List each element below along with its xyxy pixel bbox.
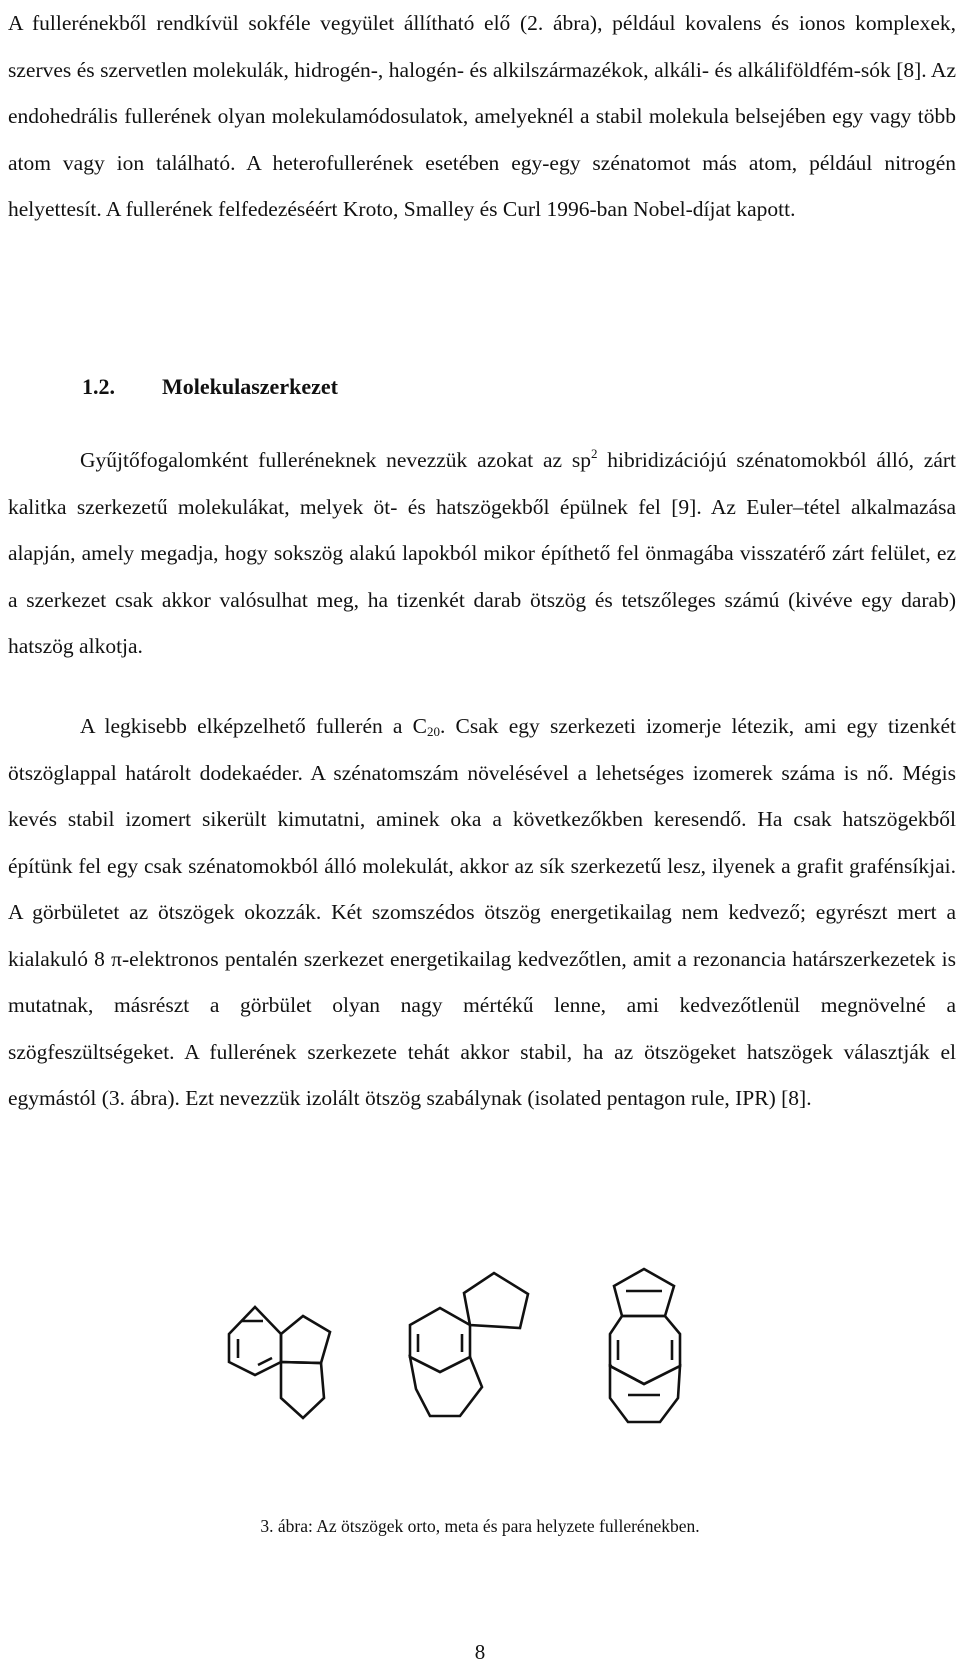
hybridization-superscript: 2: [590, 446, 598, 461]
structure-paragraph: [8, 703, 956, 1122]
structure-text-start: A legkisebb elképzelhető fullerén a C: [80, 714, 427, 738]
section-number: 1.2.: [82, 374, 115, 399]
definition-text-end: hibridizációjú szénatomokból álló, zárt kalitka szerkezetű molekulákat, melyek öt- és hatszögekből épülnek fel [9]. Az Euler–tétel alkalmazása alapján, amely megadja, hogy sokszög alakú lapokból mikor építhető fel önmagába visszatérő zárt felület, ez a szerkezet csak akkor valósulhat meg, ha tizenkét darab ötszög és tetszőleges számú (kivéve egy darab) hatszög alkotja.: [8, 448, 956, 658]
definition-paragraph: [8, 437, 956, 670]
section-title: Molekulaszerkezet: [162, 374, 338, 399]
section-heading: [82, 374, 338, 400]
pentagon-arrangement-figure: [0, 1262, 960, 1462]
c20-subscript: 20: [427, 724, 440, 739]
intro-paragraph: A fullerénekből rendkívül sokféle vegyület állítható elő (2. ábra), például kovalens és ionos komplexek, szerves és szervetlen molekulák, hidrogén-, halogén- és alkilszármazékok, alkáli- és alkáliföldfém-sók [8]. Az endohedrális fullerének olyan molekulamódosulatok, amelyeknél a stabil molekula belsejében egy vagy több atom vagy ion található. A heterofullerének esetében egy-egy szénatomot más atom, például nitrogén helyettesít. A fullerének felfedezéséért Kroto, Smalley és Curl 1996-ban Nobel-díjat kapott.: [8, 11, 956, 221]
page-number: 8: [474, 1640, 486, 1664]
definition-text-start: Gyűjtőfogalomként fulleréneknek nevezzük azokat az sp: [80, 448, 591, 472]
ortho-structure: [229, 1307, 330, 1418]
structure-text-end: . Csak egy szerkezeti izomerje létezik, ami egy tizenkét ötszöglappal határolt dodekaéder. A szénatomszám növelésével a lehetséges izomerek száma is nő. Mégis kevés stabil izomert sikerült kimutatni, aminek oka a következőkben keresendő. Ha csak hatszögekből építünk fel egy csak szénatomokból álló molekulát, akkor az sík szerkezetű lesz, ilyenek a grafit grafénsíkjai. A görbületet az ötszögek okozzák. Két szomszédos ötszög energetikailag nem kedvező; egyrészt mert a kialakuló 8 π-elektronos pentalén szerkezet energetikailag kedvezőtlen, amit a rezonancia határszerkezetek is mutatnak, másrészt a görbület olyan nagy mértékű lenne, ami kedvezőtlenül megnövelné a szögfeszültségeket. A fullerének szerkezete tehát akkor stabil, ha az ötszögeket hatszögek választják el egymástól (3. ábra). Ezt nevezzük izolált ötszög szabálynak (isolated pentagon rule, IPR) [8].: [8, 714, 956, 1110]
para-structure: [610, 1269, 680, 1422]
meta-structure: [410, 1273, 528, 1416]
figure-caption: 3. ábra: Az ötszögek orto, meta és para helyzete fullerénekben.: [260, 1516, 700, 1536]
